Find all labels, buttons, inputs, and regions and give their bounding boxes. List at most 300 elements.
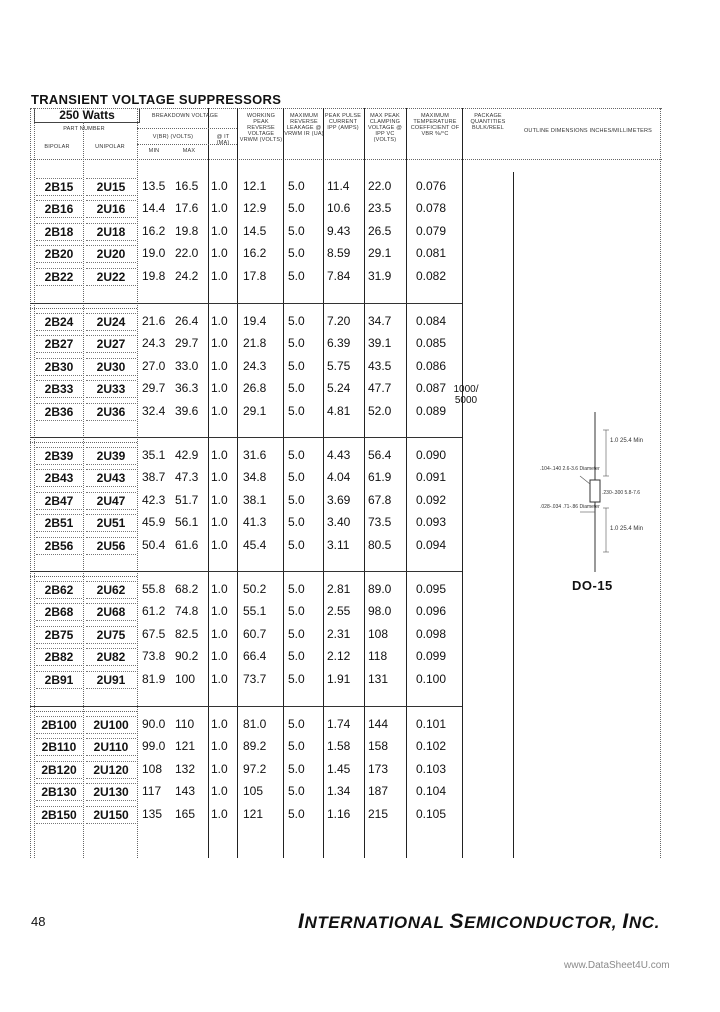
reverse-voltage: 26.8 (243, 381, 267, 396)
pulse-current: 2.12 (327, 649, 351, 664)
table-row (30, 716, 662, 734)
vbr-min: 14.4 (142, 201, 166, 216)
table-row (30, 806, 662, 824)
company-initial: I (622, 910, 629, 933)
reverse-leakage: 5.0 (288, 246, 305, 261)
group-separator-dots (30, 308, 137, 309)
pulse-current: 2.31 (327, 626, 351, 641)
page-number: 48 (31, 914, 46, 929)
test-current: 1.0 (211, 179, 228, 193)
test-current: 1.0 (211, 246, 228, 261)
reverse-leakage: 5.0 (288, 223, 305, 238)
clamping-voltage: 158 (368, 739, 389, 754)
temp-coefficient: 0.092 (416, 492, 447, 507)
temp-coefficient: 0.089 (416, 403, 447, 418)
temp-coefficient: 0.076 (416, 179, 447, 193)
unipolar-part: 2U22 (86, 268, 136, 286)
dim-lead-diameter: .104-.140 2.6-3.6 Diameter (540, 466, 600, 472)
reverse-leakage: 5.0 (288, 626, 305, 641)
table-row (30, 671, 662, 689)
reverse-voltage: 21.8 (243, 336, 267, 351)
header-package-quantities: PACKAGE QUANTITIES BULK/REEL (470, 113, 506, 131)
reverse-leakage: 5.0 (288, 381, 305, 396)
vbr-max: 33.0 (175, 358, 199, 373)
vbr-min: 55.8 (142, 582, 166, 596)
group-separator (30, 303, 462, 304)
vbr-max: 16.5 (175, 179, 199, 193)
vbr-max: 29.7 (175, 336, 199, 351)
unipolar-part: 2U33 (86, 380, 136, 398)
reverse-voltage: 24.3 (243, 358, 267, 373)
vbr-max: 121 (175, 739, 196, 754)
test-current: 1.0 (211, 470, 228, 485)
company-rest: NTERNATIONAL (304, 913, 450, 932)
clamping-voltage: 131 (368, 671, 389, 686)
power-rating: 250 Watts (34, 109, 140, 123)
unipolar-part: 2U30 (86, 358, 136, 376)
bipolar-part: 2B30 (36, 358, 82, 376)
vbr-min: 50.4 (142, 537, 166, 552)
vbr-min: 35.1 (142, 448, 166, 462)
test-current: 1.0 (211, 717, 228, 731)
pulse-current: 2.81 (327, 582, 351, 596)
vbr-min: 24.3 (142, 336, 166, 351)
bipolar-part: 2B68 (36, 603, 82, 621)
page-title: TRANSIENT VOLTAGE SUPPRESSORS (31, 92, 282, 107)
clamping-voltage: 47.7 (368, 381, 392, 396)
bipolar-part: 2B100 (36, 716, 82, 734)
pulse-current: 4.04 (327, 470, 351, 485)
clamping-voltage: 108 (368, 626, 389, 641)
reverse-leakage: 5.0 (288, 537, 305, 552)
bipolar-part: 2B18 (36, 223, 82, 241)
test-current: 1.0 (211, 739, 228, 754)
pulse-current: 3.40 (327, 515, 351, 530)
reverse-leakage: 5.0 (288, 806, 305, 821)
unipolar-part: 2U51 (86, 514, 136, 532)
clamping-voltage: 61.9 (368, 470, 392, 485)
temp-coefficient: 0.081 (416, 246, 447, 261)
vbr-max: 39.6 (175, 403, 199, 418)
pulse-current: 1.58 (327, 739, 351, 754)
pulse-current: 1.16 (327, 806, 351, 821)
vbr-min: 99.0 (142, 739, 166, 754)
pulse-current: 7.84 (327, 268, 351, 283)
vbr-min: 19.8 (142, 268, 166, 283)
clamping-voltage: 23.5 (368, 201, 392, 216)
header-unipolar: UNIPOLAR (95, 144, 125, 150)
unipolar-part: 2U91 (86, 671, 136, 689)
reverse-leakage: 5.0 (288, 761, 305, 776)
vbr-min: 135 (142, 806, 163, 821)
bipolar-part: 2B47 (36, 492, 82, 510)
header-part-number: PART NUMBER (63, 126, 105, 132)
bipolar-part: 2B130 (36, 783, 82, 801)
vbr-max: 68.2 (175, 582, 199, 596)
unipolar-part: 2U27 (86, 335, 136, 353)
reverse-voltage: 34.8 (243, 470, 267, 485)
reverse-leakage: 5.0 (288, 492, 305, 507)
vbr-max: 26.4 (175, 314, 199, 328)
reverse-voltage: 16.2 (243, 246, 267, 261)
pulse-current: 5.24 (327, 381, 351, 396)
bipolar-part: 2B36 (36, 403, 82, 421)
table-row (30, 200, 662, 218)
vbr-max: 82.5 (175, 626, 199, 641)
table-row (30, 268, 662, 286)
table-row (30, 761, 662, 779)
bipolar-part: 2B110 (36, 738, 82, 756)
vbr-max: 56.1 (175, 515, 199, 530)
bipolar-part: 2B27 (36, 335, 82, 353)
unipolar-part: 2U36 (86, 403, 136, 421)
clamping-voltage: 187 (368, 784, 389, 799)
table-row (30, 178, 662, 196)
vbr-max: 165 (175, 806, 196, 821)
clamping-voltage: 52.0 (368, 403, 392, 418)
test-current: 1.0 (211, 515, 228, 530)
test-current: 1.0 (211, 537, 228, 552)
test-current: 1.0 (211, 381, 228, 396)
table-row (30, 313, 662, 331)
reverse-voltage: 97.2 (243, 761, 267, 776)
temp-coefficient: 0.100 (416, 671, 447, 686)
pulse-current: 1.34 (327, 784, 351, 799)
header-reverse-voltage: WORKING PEAK REVERSE VOLTAGE VRWM (VOLTS) (239, 113, 283, 143)
bipolar-part: 2B62 (36, 581, 82, 599)
vbr-max: 24.2 (175, 268, 199, 283)
vbr-min: 32.4 (142, 403, 166, 418)
vbr-max: 143 (175, 784, 196, 799)
bipolar-part: 2B82 (36, 648, 82, 666)
vbr-min: 81.9 (142, 671, 166, 686)
reverse-leakage: 5.0 (288, 515, 305, 530)
vbr-min: 42.3 (142, 492, 166, 507)
test-current: 1.0 (211, 448, 228, 462)
header-temp-coefficient: MAXIMUM TEMPERATURE COEFFICIENT OF VBR %/°C (410, 113, 460, 137)
bipolar-part: 2B33 (36, 380, 82, 398)
package-name: DO-15 (572, 578, 613, 593)
bipolar-part: 2B24 (36, 313, 82, 331)
clamping-voltage: 118 (368, 649, 388, 664)
bipolar-part: 2B39 (36, 447, 82, 465)
vbr-min: 90.0 (142, 717, 166, 731)
vbr-min: 27.0 (142, 358, 166, 373)
package-quantity: 1000/ 5000 (453, 384, 479, 406)
reverse-leakage: 5.0 (288, 201, 305, 216)
reverse-voltage: 50.2 (243, 582, 267, 596)
bipolar-part: 2B15 (36, 178, 82, 196)
company-word (622, 910, 660, 933)
header-test-current: @ IT (MA) (216, 134, 230, 146)
bipolar-part: 2B150 (36, 806, 82, 824)
vbr-min: 73.8 (142, 649, 166, 664)
reverse-voltage: 121 (243, 806, 264, 821)
temp-coefficient: 0.085 (416, 336, 447, 351)
clamping-voltage: 39.1 (368, 336, 392, 351)
reverse-voltage: 19.4 (243, 314, 267, 328)
vbr-min: 13.5 (142, 179, 166, 193)
temp-coefficient: 0.086 (416, 358, 447, 373)
company-rest: EMICONDUCTOR, (464, 913, 623, 932)
reverse-leakage: 5.0 (288, 179, 305, 193)
pulse-current: 3.11 (327, 537, 350, 552)
temp-coefficient: 0.079 (416, 223, 447, 238)
vbr-min: 61.2 (142, 604, 166, 619)
pulse-current: 4.43 (327, 448, 351, 462)
temp-coefficient: 0.104 (416, 784, 447, 799)
vbr-max: 17.6 (175, 201, 199, 216)
vbr-min: 16.2 (142, 223, 166, 238)
clamping-voltage: 26.5 (368, 223, 392, 238)
unipolar-part: 2U56 (86, 537, 136, 555)
reverse-leakage: 5.0 (288, 470, 305, 485)
test-current: 1.0 (211, 223, 228, 238)
header-breakdown-voltage: BREAKDOWN VOLTAGE (151, 113, 219, 119)
vbr-max: 42.9 (175, 448, 199, 462)
pulse-current: 10.6 (327, 201, 351, 216)
reverse-leakage: 5.0 (288, 739, 305, 754)
unipolar-part: 2U75 (86, 626, 136, 644)
unipolar-part: 2U120 (86, 761, 136, 779)
unipolar-part: 2U62 (86, 581, 136, 599)
reverse-voltage: 38.1 (243, 492, 267, 507)
temp-coefficient: 0.091 (416, 470, 447, 485)
table-row (30, 738, 662, 756)
reverse-voltage: 17.8 (243, 268, 267, 283)
test-current: 1.0 (211, 492, 228, 507)
company-word (449, 910, 623, 933)
reverse-leakage: 5.0 (288, 358, 305, 373)
test-current: 1.0 (211, 604, 228, 619)
table-row (30, 380, 662, 398)
unipolar-part: 2U43 (86, 469, 136, 487)
header-clamping-voltage: MAX PEAK CLAMPING VOLTAGE @ IPP VC (VOLTS) (367, 113, 403, 143)
vbr-min: 38.7 (142, 470, 166, 485)
clamping-voltage: 98.0 (368, 604, 392, 619)
unipolar-part: 2U110 (86, 738, 136, 756)
header-pulse-current: PEAK PULSE CURRENT IPP (AMPS) (324, 113, 362, 131)
test-current: 1.0 (211, 336, 228, 351)
temp-coefficient: 0.093 (416, 515, 447, 530)
bipolar-part: 2B43 (36, 469, 82, 487)
reverse-voltage: 14.5 (243, 223, 267, 238)
dim-lead-length: 1.0 25.4 Min (610, 438, 644, 444)
test-current: 1.0 (211, 314, 228, 328)
bipolar-part: 2B20 (36, 245, 82, 263)
vbr-max: 110 (175, 717, 195, 731)
clamping-voltage: 80.5 (368, 537, 392, 552)
unipolar-part: 2U150 (86, 806, 136, 824)
temp-coefficient: 0.105 (416, 806, 447, 821)
group-separator (30, 571, 462, 572)
reverse-leakage: 5.0 (288, 336, 305, 351)
company-name (298, 910, 660, 934)
unipolar-part: 2U100 (86, 716, 136, 734)
reverse-voltage: 66.4 (243, 649, 267, 664)
pulse-current: 8.59 (327, 246, 351, 261)
company-initial: I (298, 910, 305, 933)
pulse-current: 11.4 (327, 179, 350, 193)
header-divider (137, 128, 237, 129)
vbr-max: 61.6 (175, 537, 199, 552)
unipolar-part: 2U130 (86, 783, 136, 801)
temp-coefficient: 0.101 (416, 717, 447, 731)
unipolar-part: 2U15 (86, 178, 136, 196)
reverse-leakage: 5.0 (288, 314, 305, 328)
test-current: 1.0 (211, 403, 228, 418)
watermark: www.DataSheet4U.com (564, 960, 670, 971)
header-outline-dimensions: OUTLINE DIMENSIONS INCHES/MILLIMETERS (523, 128, 653, 134)
company-rest: NC. (628, 913, 660, 932)
clamping-voltage: 67.8 (368, 492, 392, 507)
dim-lead-length-bottom: 1.0 25.4 Min (610, 526, 644, 532)
temp-coefficient: 0.094 (416, 537, 447, 552)
vbr-min: 21.6 (142, 314, 166, 328)
group-separator-dots (30, 442, 137, 443)
temp-coefficient: 0.090 (416, 448, 447, 462)
vbr-max: 100 (175, 671, 196, 686)
reverse-leakage: 5.0 (288, 717, 305, 731)
reverse-leakage: 5.0 (288, 403, 305, 418)
bipolar-part: 2B16 (36, 200, 82, 218)
pulse-current: 6.39 (327, 336, 351, 351)
reverse-voltage: 73.7 (243, 671, 267, 686)
reverse-leakage: 5.0 (288, 671, 305, 686)
company-word (298, 910, 450, 933)
pulse-current: 7.20 (327, 314, 351, 328)
vbr-max: 90.2 (175, 649, 199, 664)
reverse-voltage: 31.6 (243, 448, 267, 462)
temp-coefficient: 0.103 (416, 761, 447, 776)
table-row (30, 783, 662, 801)
bipolar-part: 2B91 (36, 671, 82, 689)
bipolar-part: 2B22 (36, 268, 82, 286)
vbr-max: 74.8 (175, 604, 199, 619)
dim-body-length: .230-.300 5.8-7.6 (602, 490, 641, 496)
vbr-min: 29.7 (142, 381, 166, 396)
vbr-max: 36.3 (175, 381, 199, 396)
temp-coefficient: 0.095 (416, 582, 447, 596)
unipolar-part: 2U20 (86, 245, 136, 263)
reverse-leakage: 5.0 (288, 268, 305, 283)
reverse-voltage: 12.9 (243, 201, 267, 216)
temp-coefficient: 0.099 (416, 649, 447, 664)
vbr-max: 19.8 (175, 223, 199, 238)
clamping-voltage: 73.5 (368, 515, 392, 530)
vbr-min: 45.9 (142, 515, 166, 530)
reverse-voltage: 60.7 (243, 626, 267, 641)
table-row (30, 335, 662, 353)
pulse-current: 3.69 (327, 492, 351, 507)
test-current: 1.0 (211, 806, 228, 821)
test-current: 1.0 (211, 582, 228, 596)
reverse-voltage: 105 (243, 784, 264, 799)
vbr-min: 19.0 (142, 246, 166, 261)
test-current: 1.0 (211, 671, 228, 686)
reverse-voltage: 45.4 (243, 537, 267, 552)
pulse-current: 1.45 (327, 761, 351, 776)
vbr-min: 117 (142, 784, 162, 799)
unipolar-part: 2U18 (86, 223, 136, 241)
clamping-voltage: 173 (368, 761, 389, 776)
temp-coefficient: 0.082 (416, 268, 447, 283)
vbr-max: 51.7 (175, 492, 199, 507)
pulse-current: 9.43 (327, 223, 351, 238)
vbr-min: 67.5 (142, 626, 166, 641)
test-current: 1.0 (211, 761, 228, 776)
clamping-voltage: 56.4 (368, 448, 392, 462)
unipolar-part: 2U68 (86, 603, 136, 621)
reverse-voltage: 12.1 (243, 179, 267, 193)
unipolar-part: 2U24 (86, 313, 136, 331)
test-current: 1.0 (211, 201, 228, 216)
bipolar-part: 2B120 (36, 761, 82, 779)
clamping-voltage: 22.0 (368, 179, 392, 193)
header-max: MAX (182, 148, 196, 154)
clamping-voltage: 43.5 (368, 358, 392, 373)
unipolar-part: 2U47 (86, 492, 136, 510)
test-current: 1.0 (211, 268, 228, 283)
temp-coefficient: 0.102 (416, 739, 447, 754)
reverse-leakage: 5.0 (288, 649, 305, 664)
vbr-max: 132 (175, 761, 196, 776)
pulse-current: 1.91 (327, 671, 351, 686)
temp-coefficient: 0.084 (416, 314, 447, 328)
temp-coefficient: 0.078 (416, 201, 447, 216)
clamping-voltage: 31.9 (368, 268, 392, 283)
test-current: 1.0 (211, 626, 228, 641)
pulse-current: 5.75 (327, 358, 351, 373)
table-row (30, 626, 662, 644)
table-row (30, 358, 662, 376)
table-row (30, 245, 662, 263)
group-separator-dots (30, 576, 137, 577)
pulse-current: 4.81 (327, 403, 351, 418)
group-separator (30, 437, 462, 438)
group-separator-dots (30, 711, 137, 712)
unipolar-part: 2U16 (86, 200, 136, 218)
temp-coefficient: 0.096 (416, 604, 447, 619)
reverse-voltage: 29.1 (243, 403, 267, 418)
unipolar-part: 2U82 (86, 648, 136, 666)
dim-body-diameter: .028-.034 .71-.86 Diameter (540, 504, 600, 510)
diode-body (590, 480, 600, 502)
test-current: 1.0 (211, 358, 228, 373)
clamping-voltage: 29.1 (368, 246, 392, 261)
reverse-leakage: 5.0 (288, 604, 305, 619)
company-initial: S (449, 910, 465, 933)
header-vbr-volts: V(BR) (VOLTS) (152, 134, 194, 140)
table-row (30, 223, 662, 241)
reverse-voltage: 41.3 (243, 515, 267, 530)
vbr-max: 22.0 (175, 246, 199, 261)
bipolar-part: 2B75 (36, 626, 82, 644)
header-min: MIN (148, 148, 160, 154)
unipolar-part: 2U39 (86, 447, 136, 465)
temp-coefficient: 0.087 (416, 381, 447, 396)
clamping-voltage: 144 (368, 717, 389, 731)
reverse-leakage: 5.0 (288, 784, 305, 799)
reverse-voltage: 55.1 (243, 604, 267, 619)
header-reverse-leakage: MAXIMUM REVERSE LEAKAGE @ VRWM IR (UA) (284, 113, 324, 137)
reverse-voltage: 89.2 (243, 739, 267, 754)
bipolar-part: 2B51 (36, 514, 82, 532)
vbr-max: 47.3 (175, 470, 199, 485)
temp-coefficient: 0.098 (416, 626, 447, 641)
test-current: 1.0 (211, 649, 228, 664)
bipolar-part: 2B56 (36, 537, 82, 555)
